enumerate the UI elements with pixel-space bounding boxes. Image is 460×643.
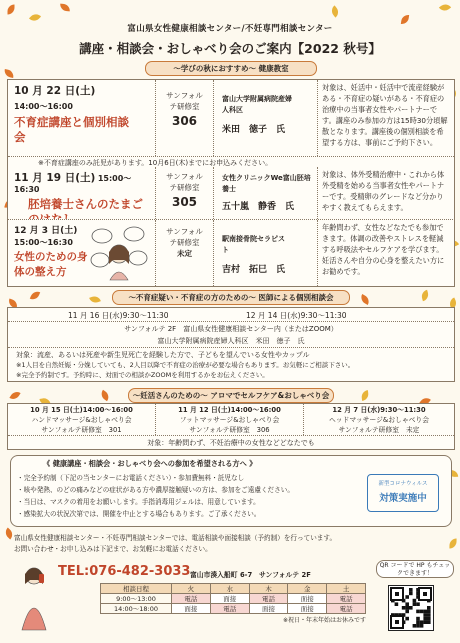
covid-badge-small: 新型コロナウィルス [378,481,428,487]
leaf-icon [8,5,15,15]
event-room: 305 [171,195,198,209]
event-time: 15:00～16:30 [14,238,73,247]
schedule-header: 土 [327,584,366,594]
schedule-header: 水 [210,584,249,594]
event-title: 女性のための身体の整え方 [14,251,88,278]
rules-item: ・完全予約制（下記の当センターにお電話ください）・参加費無料・託児なし [17,474,245,482]
leaf-icon [420,290,429,301]
leaf-icon [30,290,40,302]
speaker-name: 米田 徳子 氏 [222,125,286,135]
rules-heading: 《 健康講座・相談会・おしゃべり会への参加を希望される方へ 》 [43,459,257,468]
consult-target: 対象：流産、あるいは死産や新生児死亡を経験した方で、子どもを望んでいる女性やカップル [16,351,310,359]
aroma-event-1 [8,404,156,435]
schedule-cell: 電話 [249,594,288,604]
illustration-woman-icon [88,224,150,282]
schedule-note: ※祝日・年末年始はお休みです [282,617,366,624]
rules-item: ・感染拡大の状況次第では、開催を中止とする場合もあります。ご了承ください。 [17,510,261,518]
leaf-icon [3,69,14,78]
consult-doctor: 富山大学附属病院産婦人科区 米田 徳子 氏 [157,337,305,345]
aroma-event-2 [156,404,304,435]
org-name: 富山県女性健康相談センター/不妊専門相談センター [127,24,333,34]
address: 富山市湊入船町 6-7 サンフォルテ 2F [190,571,311,579]
schedule-cell: 電話 [210,604,249,614]
schedule-cell: 面接 [249,604,288,614]
schedule-cell: 面接 [288,594,327,604]
page-title: 講座・相談会・おしゃべり会のご案内【2022 秋号】 [79,41,381,56]
schedule-header: 火 [172,584,211,594]
aroma-title: ハンドマッサージ&おしゃべり会 [31,416,132,424]
event-description: 対象は、体外受精治療中・これから体外受精を始める当事者女性やパートナーです。受精卵のグレードなど分かりやすく教えてもらえます。 [322,170,445,212]
speaker-org: 女性クリニックWe富山胚培養士 [222,174,311,193]
phone-number[interactable]: TEL:076-482-3033 [58,564,191,579]
consult-card [7,307,455,382]
section-banner-aroma: ～妊活さんのための～ アロマでセルフケア&おしゃべり会 [128,388,334,403]
aroma-title: ヘッドマッサージ&おしゃべり会 [328,416,430,424]
schedule-time: 14:00～18:00 [101,604,172,614]
leaf-icon [449,538,456,548]
schedule-table [100,583,366,624]
consult-note-1: ※1人目を自然妊娠・分娩していても、2人目以降で不育症の治療が必要な場合もあります。お気軽にご相談下さい。 [16,361,355,369]
schedule-cell: 電話 [327,594,366,604]
footer-line-1: 富山県女性健康相談センター・不妊専門相談センターでは、電話相談や面接相談（予約制）を行っています。 [14,534,337,542]
event-description: 対象は、妊活中・妊活中で流産経験がある・不育症の疑いがある・不育症の治療中の当事者女性やパートナーです。講座のみ参加の方は15時30分頃解散となります。講座後の個別相談を希望する方は、事前にご予約下さい。 [322,83,448,147]
event-description: 年齢問わず、女性などなたでも参加できます。体調の改善やストレスを軽減する呼吸法やセルフケアを学びます。妊活さんや自分の心身を整えたい方にお勧めです。 [322,223,445,276]
rules-box [10,455,452,527]
qr-code-icon[interactable] [388,585,434,631]
leaf-icon [439,2,451,13]
consult-date-2: 12 月 14 日(水)9:30～11:30 [246,311,347,320]
event-venue: サンフォルテ研修室 [166,227,203,247]
leaf-icon [359,294,371,305]
leaf-icon [9,389,20,401]
rules-item: ・当日は、マスクの着用をお願いします。手指消毒用ジェルは、用意しています。 [17,498,260,506]
aroma-room: サンフォルテ研修室 306 [189,426,270,434]
aroma-room: サンフォルテ研修室 未定 [338,426,420,434]
event-time: 14:00～16:00 [14,102,73,111]
leaf-icon [99,390,111,402]
leaf-icon [329,5,341,17]
aroma-card [7,403,455,450]
event-venue: サンフォルテ研修室 [166,91,203,111]
event-time: 15:00～16:30 [14,174,132,194]
event-room: 306 [171,114,198,128]
event-title: 胚培養士さんのたまご [28,197,143,211]
covid-badge-text: 対策実施中 [379,493,427,504]
aroma-title: フットマッサージ&おしゃべり会 [179,416,280,424]
consult-date-1: 11 月 16 日(水)9:30～11:30 [68,311,169,320]
leaf-icon [361,390,369,401]
schedule-cell: 電話 [172,594,211,604]
header [0,22,460,57]
schedule-header: 木 [249,584,288,594]
schedule-cell: 面接 [210,594,249,604]
event-room: 未定 [177,249,192,258]
schedule-header: 相談日程 [101,584,172,594]
event-date: 12 月 3 日(土) [14,226,78,236]
schedule-cell: 面接 [288,604,327,614]
section-banner-consult: ～不育症疑い・不育症の方のための～ 医師による個別相談会 [112,290,350,305]
schedule-cell: 電話 [327,604,366,614]
event-venue: サンフォルテ研修室 [166,172,203,192]
speaker-name: 五十嵐 静香 氏 [222,202,295,212]
section-banner-health: ～学びの秋におすすめ～ 健康教室 [145,61,317,76]
aroma-target: 対象：年齢問わず、不妊治療中の女性などどなたでも [147,439,315,447]
speaker-org: 富山大学附属病院産婦人科区 [222,95,292,114]
schedule-header: 金 [288,584,327,594]
consult-note-2: ※完全予約制です。予約時に、対面での相談かZOOMを利用するかをお伝えください。 [16,371,269,379]
aroma-date: 10 月 15 日(土)14:00～16:00 [30,406,133,414]
aroma-date: 12 月 7 日(水)9:30～11:30 [332,406,426,414]
aroma-event-3 [304,404,454,435]
schedule-time: 9:00～13:00 [101,594,172,604]
aroma-date: 11 月 12 日(土)14:00～16:00 [178,406,281,414]
event-title: 不育症講座と個別相談会 [14,115,129,144]
event-card-3 [7,219,455,287]
rules-item: ・咳や発熱、のどの痛みなどの症状がある方や濃厚接触疑いの方は、参加をご遠慮ください。 [17,486,294,494]
event-date: 10 月 22 日(土) [14,85,96,97]
event-card-2 [7,167,455,220]
qr-caption-bubble: QR コードで HP もチェックできます！ [376,560,454,578]
leaf-icon [89,295,101,305]
event-date: 11 月 19 日(土) [14,172,96,184]
speaker-name: 吉村 拓巳 氏 [222,265,286,275]
footer-line-2: お問い合わせ・お申し込みは下記まで、お気軽にお電話ください。 [14,545,212,553]
schedule-cell: 面接 [172,604,211,614]
consult-place: サンフォルテ 2F 富山県女性健康相談センター内（またはZOOM） [124,325,338,333]
covid-badge [367,474,439,512]
phone-woman-illustration-icon [18,562,50,632]
speaker-org: 駅南接骨院セラピスト [222,235,285,254]
event-card-1 [7,79,455,169]
aroma-room: サンフォルテ研修室 301 [41,426,122,434]
leaf-icon [60,4,70,12]
event-note: ※不育症講座のみ託児があります。10月6日(木)までにお申込みください。 [38,159,273,167]
